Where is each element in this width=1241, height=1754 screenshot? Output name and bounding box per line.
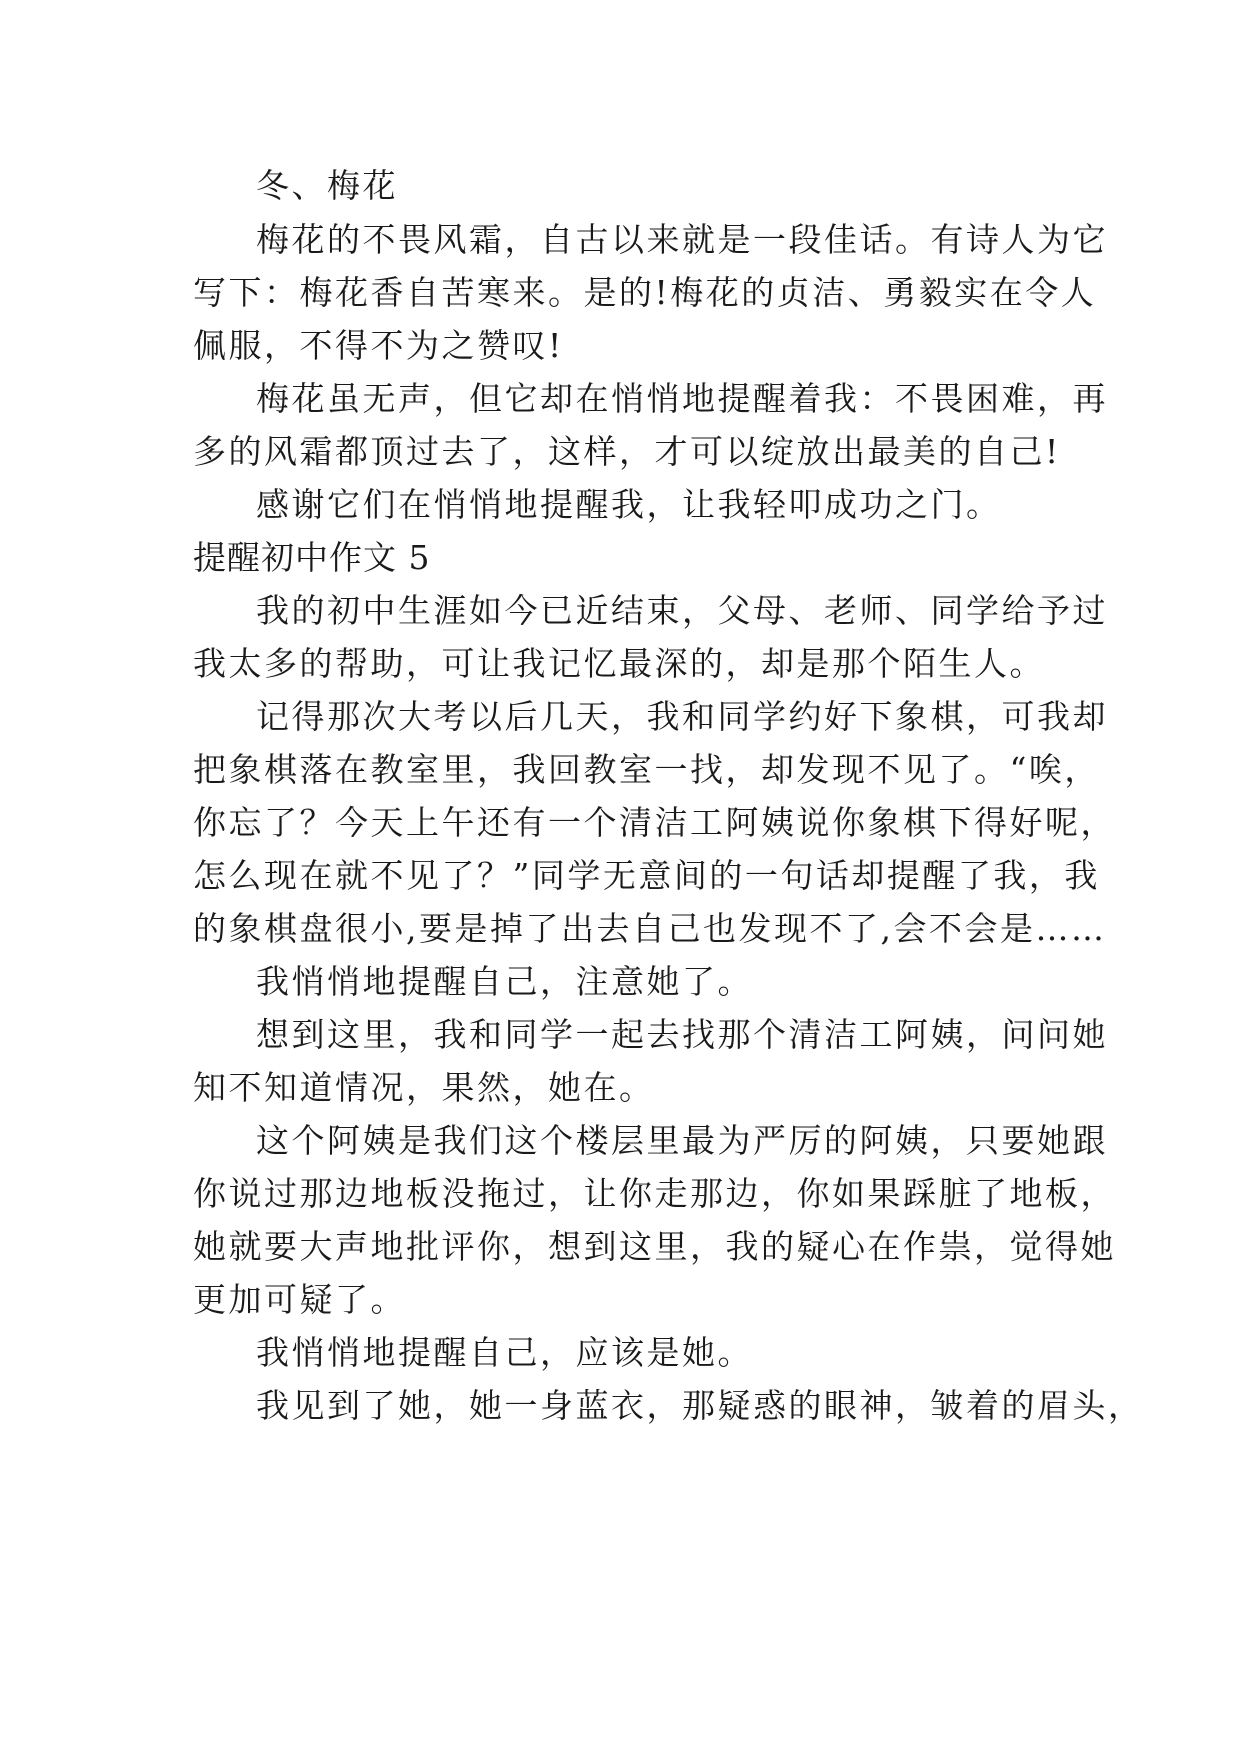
- paragraph-line: 梅花的不畏风霜，自古以来就是一段佳话。有诗人为它: [256, 220, 1108, 259]
- paragraph-line: 把象棋落在教室里，我回教室一找，却发现不见了。“唉，: [193, 750, 1100, 789]
- paragraph-line: 我悄悄地提醒自己，注意她了。: [256, 962, 753, 1001]
- paragraph-line: 多的风霜都顶过去了，这样，才可以绽放出最美的自己!: [193, 432, 1061, 471]
- paragraph-line: 怎么现在就不见了？”同学无意间的一句话却提醒了我，我: [193, 856, 1100, 895]
- paragraph-line: 想到这里，我和同学一起去找那个清洁工阿姨，问问她: [256, 1015, 1108, 1054]
- paragraph-line: 梅花虽无声，但它却在悄悄地提醒着我：不畏困难，再: [256, 379, 1108, 418]
- paragraph-line: 这个阿姨是我们这个楼层里最为严厉的阿姨，只要她跟: [256, 1121, 1108, 1160]
- paragraph-line: 的象棋盘很小,要是掉了出去自己也发现不了,会不会是……: [193, 909, 1107, 948]
- paragraph-line: 你说过那边地板没拖过，让你走那边，你如果踩脏了地板，: [193, 1174, 1116, 1213]
- paragraph-line: 你忘了？今天上午还有一个清洁工阿姨说你象棋下得好呢，: [193, 803, 1116, 842]
- paragraph-line: 她就要大声地批评你，想到这里，我的疑心在作祟，觉得她: [193, 1227, 1116, 1266]
- paragraph-line: 我悄悄地提醒自己，应该是她。: [256, 1333, 753, 1372]
- paragraph-line: 知不知道情况，果然，她在。: [193, 1068, 655, 1107]
- paragraph-line: 我的初中生涯如今已近结束，父母、老师、同学给予过: [256, 591, 1108, 630]
- paragraph-line: 我太多的帮助，可让我记忆最深的，却是那个陌生人。: [193, 644, 1045, 683]
- paragraph-line: 更加可疑了。: [193, 1280, 406, 1319]
- paragraph-line: 我见到了她，她一身蓝衣，那疑惑的眼神，皱着的眉头，: [256, 1386, 1144, 1425]
- section-heading-winter: 冬、梅花: [256, 166, 398, 205]
- paragraph-line: 佩服，不得不为之赞叹!: [193, 326, 564, 365]
- essay-title: 提醒初中作文 5: [193, 538, 431, 577]
- paragraph-line: 感谢它们在悄悄地提醒我，让我轻叩成功之门。: [256, 485, 1002, 524]
- paragraph-line: 写下：梅花香自苦寒来。是的!梅花的贞洁、勇毅实在令人: [193, 273, 1097, 312]
- paragraph-line: 记得那次大考以后几天，我和同学约好下象棋，可我却: [256, 697, 1108, 736]
